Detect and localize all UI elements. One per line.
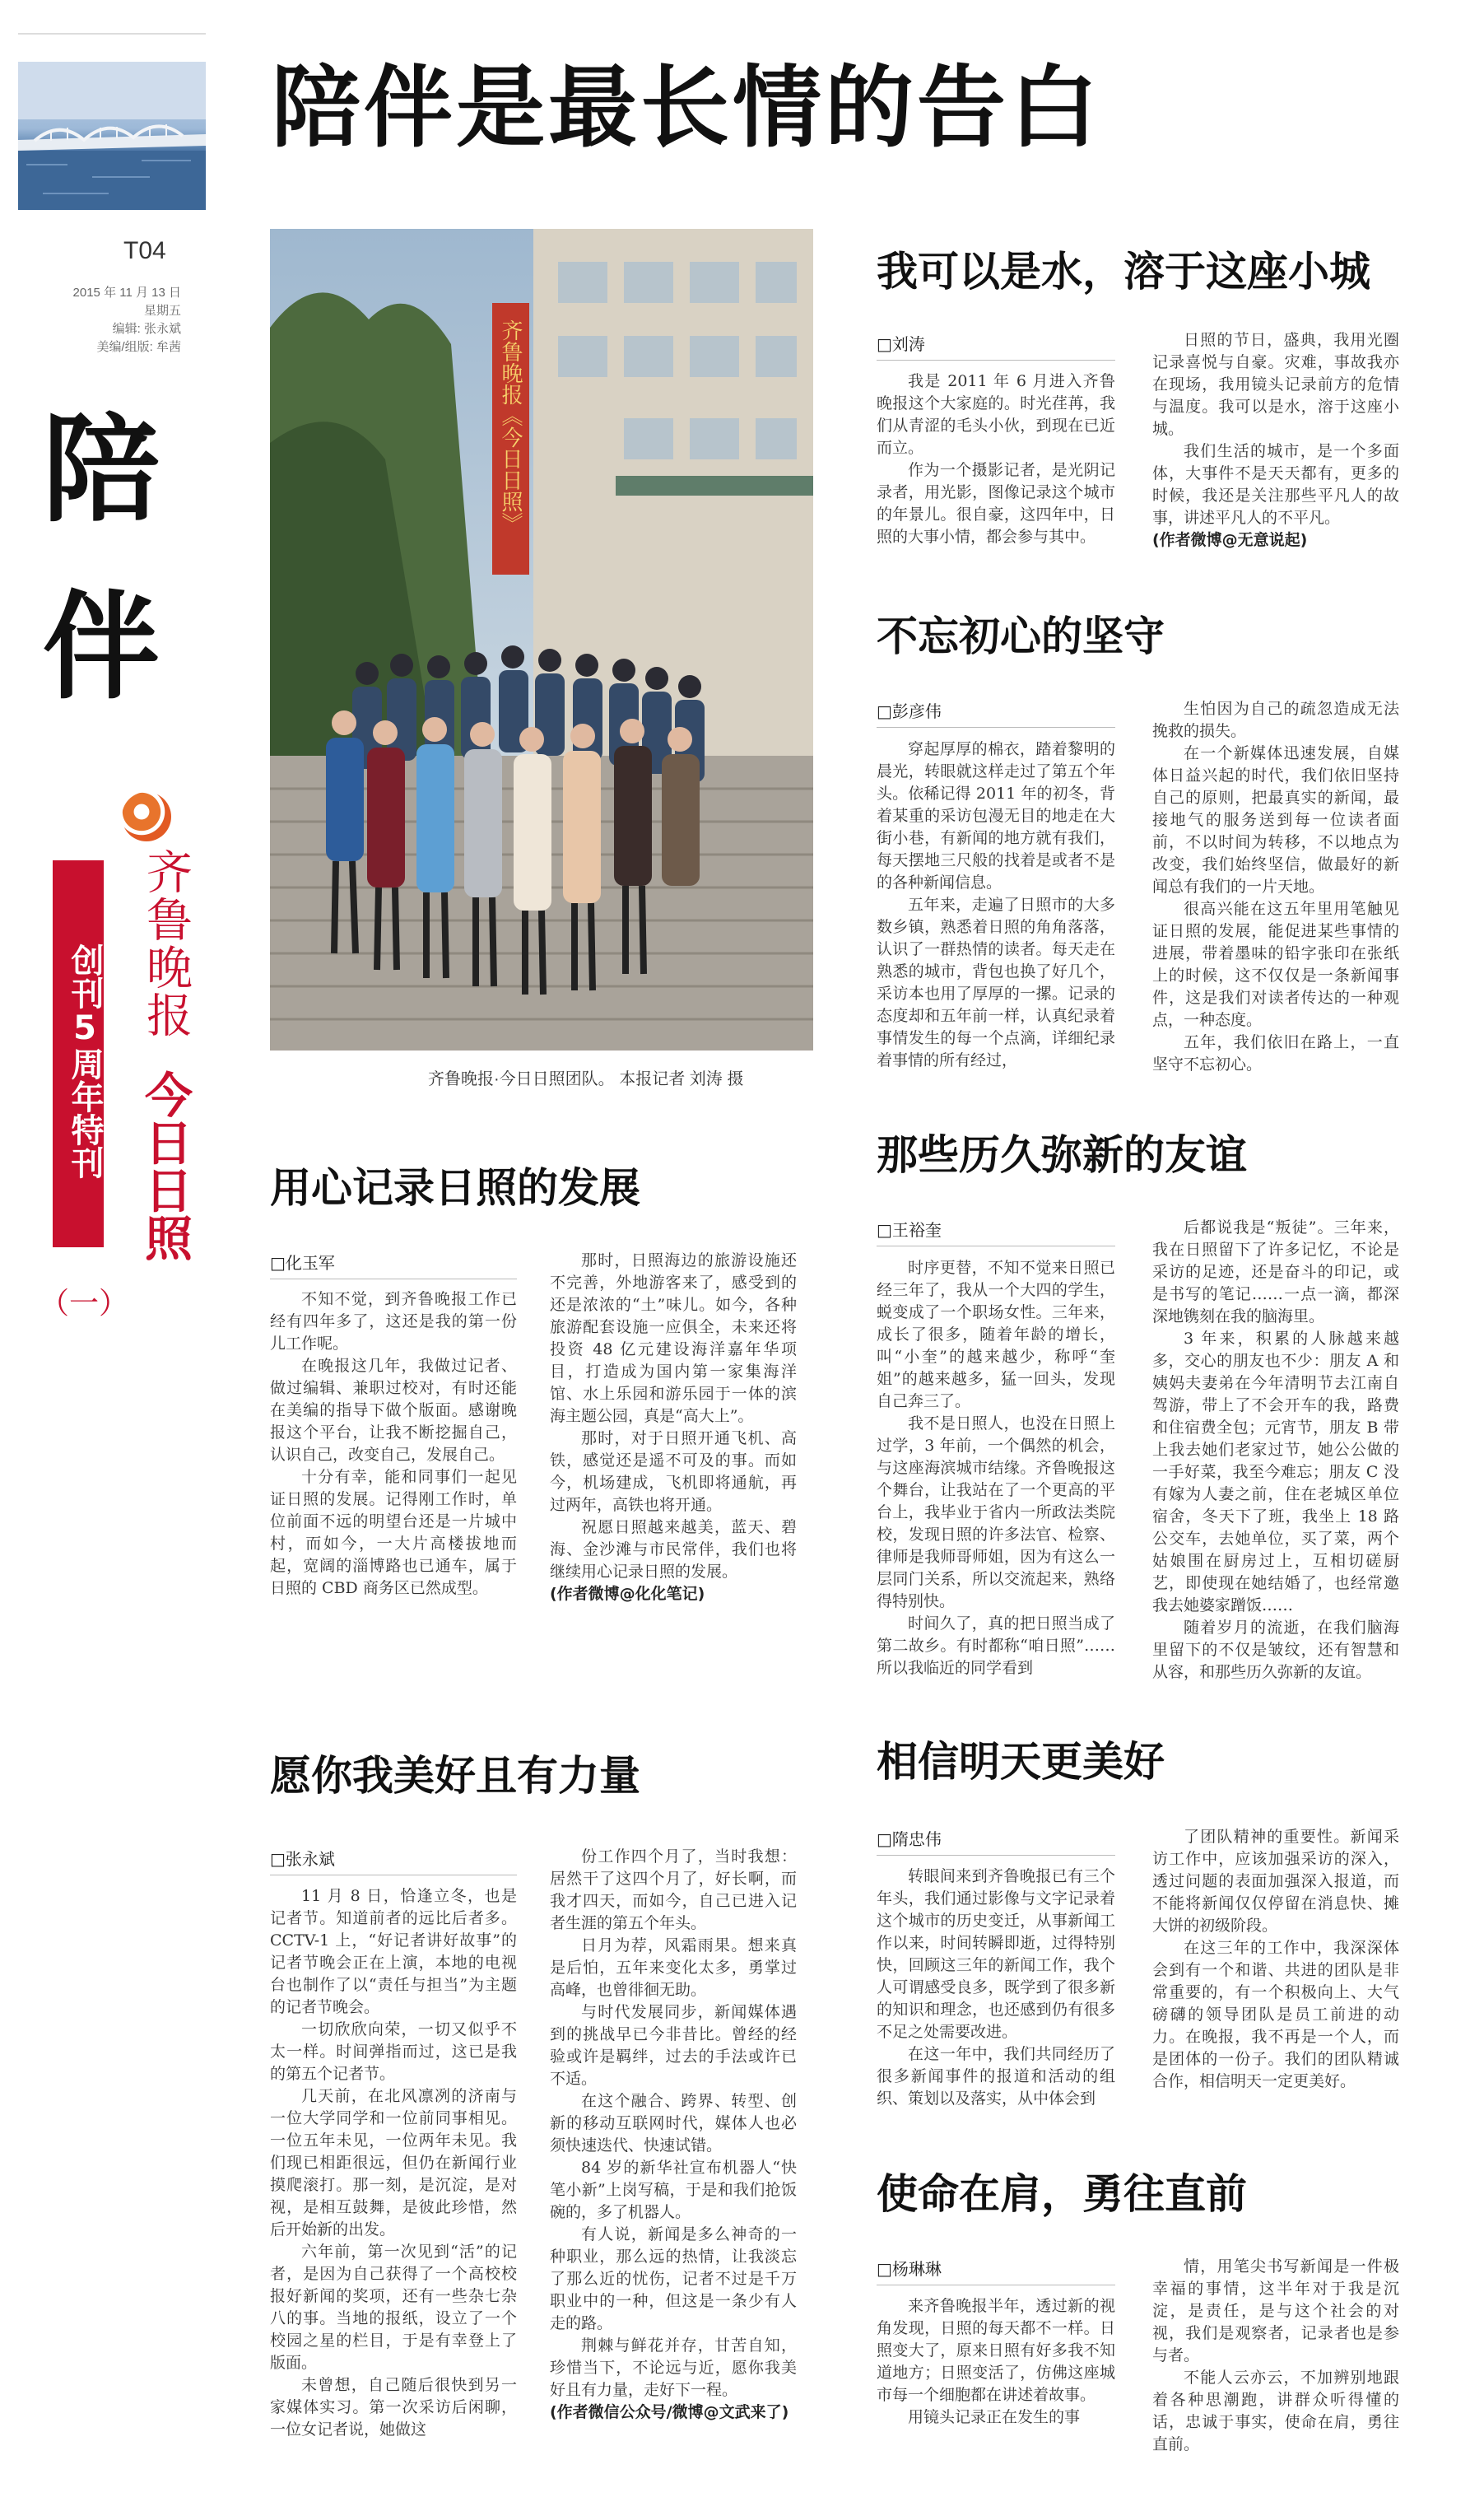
paragraph: 日月为荐，风霜雨果。想来真是后怕，五年来变化太多，勇掌过高峰，也曾徘徊无助。 — [550, 1936, 797, 1999]
article-body-record-rizhao-col2 — [550, 1250, 797, 1661]
paragraph: 在这一年中，我们共同经历了很多新闻事件的报道和活动的组织、策划以及落实，从中体会到 — [877, 2045, 1115, 2108]
photo-sign-text: 齐鲁晚报《今日日照》 — [498, 319, 523, 533]
article-title-record-rizhao: 用心记录日照的发展 — [270, 1164, 640, 1212]
photo-caption: 齐鲁晚报·今日日照团队。 本报记者 刘涛 摄 — [428, 1070, 744, 1088]
paragraph: 在这三年的工作中，我深深体会到有一个和谐、共进的团队是非常重要的，有一个积极向上、大气磅礴的领导团队是员工前进的动力。在晚报，我不再是一个人，而是团体的一份子。我们的团队精诚合作，相信明天一定更美好。 — [1152, 1939, 1399, 2090]
article-author-beautiful-strength: □张永斌 — [270, 1846, 517, 1875]
paragraph: 11 月 8 日，恰逢立冬，也是记者节。知道前者的远比后者多。CCTV-1 上，“好记者讲好故事”的记者节晚会正在上演，本地的电视台也制作了以“责任与担当”为主题的记者节晚会。 — [270, 1887, 517, 2016]
paragraph: 来齐鲁晚报半年，透过新的视角发现，日照的每天都不一样。日照变大了，原来日照有好多我不知道地方；日照变活了，仿佛这座城市每一个细胞都在讲述着故事。 — [877, 2297, 1115, 2404]
paragraph: 有人说，新闻是多么神奇的一种职业，那么远的热情，让我淡忘了那么近的忧伤，记者不过是千万职业中的一种，但这是一条少有人走的路。 — [550, 2225, 797, 2332]
paragraph: 时间久了，真的把日照当成了第二故乡。有时都称“咱日照”……所以我临近的同学看到 — [877, 1614, 1115, 1677]
paragraph: 份工作四个月了，当时我想：居然干了这四个月了，好长啊，而我才四天，而如今，自己已进入记者生涯的第五个年头。 — [550, 1847, 797, 1932]
article-body-friendship-col2 — [1152, 1217, 1399, 1686]
article-author-water: □刘涛 — [877, 331, 1115, 361]
team-photo — [270, 229, 813, 1051]
paragraph: 不知不觉，到齐鲁晚报工作已经有四年多了，这还是我的第一份儿工作呢。 — [270, 1290, 517, 1353]
paragraph: 后都说我是“叛徒”。三年来，我在日照留下了许多记忆，不论是采访的足迹，还是奋斗的印记，或是书写的笔记……一点一滴，都深深地镌刻在我的脑海里。 — [1152, 1218, 1399, 1325]
paragraph: 祝愿日照越来越美，蓝天、碧海、金沙滩与市民常伴，我们也将继续用心记录日照的发展。 — [550, 1518, 797, 1581]
paragraph: 穿起厚厚的棉衣，踏着黎明的晨光，转眼就这样走过了第五个年头。依稀记得 2011 年的初冬，背着某重的采访包漫无目的地走在大街小巷，有新闻的地方就有我们，每天摆地三尺般的找着是或者不是的各种新闻信息。 — [877, 740, 1115, 892]
brand-sub: 今日日照 — [137, 1070, 193, 1261]
paragraph: 情，用笔尖书写新闻是一件极幸福的事情，这半年对于我是沉淀，是责任，是与这个社会的对视，我们是观察者，记录者也是参与者。 — [1152, 2257, 1399, 2364]
brand-logo-icon — [122, 792, 171, 841]
paragraph: 很高兴能在这五年里用笔触见证日照的发展，能促进某些事情的进展，带着墨味的铅字张印在张纸上的时候，这不仅仅是一条新闻事件，这是我们对读者传达的一种观点，一种态度。 — [1152, 900, 1399, 1029]
article-body-beautiful-strength-col2 — [550, 1846, 797, 2471]
paragraph: 一切欣欣向荣，一切又似乎不太一样。时间弹指而过，这已是我的第五个记者节。 — [270, 2020, 517, 2083]
article-body-better-tomorrow-col2 — [1152, 1826, 1399, 2114]
article-note: (作者微博@化化笔记) — [550, 1585, 705, 1603]
article-body-mission-col1 — [877, 2295, 1115, 2476]
article-body-original-heart-col2 — [1152, 698, 1399, 1077]
article-author-mission: □杨琳琳 — [877, 2256, 1115, 2285]
paragraph: 五年来，走遍了日照市的大多数乡镇，熟悉着日照的角角落落，认识了一群热情的读者。每天走在熟悉的城市，背包也换了好几个，采访本也用了厚厚的一摞。记录的态度却和五年前一样，认真纪录着事情发生的每一个点滴，详细纪录着事情的所有经过， — [877, 896, 1115, 1069]
brand-name: 齐鲁晚报 — [139, 848, 193, 1039]
paragraph: 在晚报这几年，我做过记者、做过编辑、兼职过校对，有时还能在美编的指导下做个版面。感谢晚报这个平台，让我不断挖掘自己，认识自己，改变自己，发展自己。 — [270, 1357, 517, 1464]
calligraphy-char-2: 伴 — [43, 579, 160, 715]
article-author-better-tomorrow: □隋忠伟 — [877, 1826, 1115, 1856]
article-title-water: 我可以是水，溶于这座小城 — [877, 248, 1370, 296]
article-body-water-col1 — [877, 370, 1115, 560]
article-note: (作者微博@无意说起) — [1152, 531, 1308, 549]
article-body-beautiful-strength-col1 — [270, 1885, 517, 2462]
paragraph: 生怕因为自己的疏忽造成无法挽救的损失。 — [1152, 700, 1399, 740]
issue-weekday: 星期五 — [143, 304, 181, 318]
issue-date: 2015 年 11 月 13 日 — [72, 286, 181, 300]
paragraph: 时序更替，不知不觉来日照已经三年了，我从一个大四的学生，蜕变成了一个职场女性。三年来，成长了很多，随着年龄的增长，叫“小奎”的越来越少，称呼“奎姐”的越来越多，猛一回头，发现自己奔三了。 — [877, 1259, 1115, 1410]
article-body-water-col2 — [1152, 329, 1399, 568]
article-title-original-heart: 不忘初心的坚守 — [877, 613, 1165, 660]
anniversary-badge: 创刊5周年特刊 — [53, 860, 104, 1247]
issue-designer: 美编/组版: 牟茜 — [96, 340, 181, 354]
article-title-better-tomorrow: 相信明天更美好 — [877, 1738, 1165, 1786]
paragraph: 荆棘与鲜花并存，甘苦自知，珍惜当下，不论远与近，愿你我美好且有力量，走好下一程。 — [550, 2336, 797, 2399]
paragraph: 作为一个摄影记者，是光阴记录者，用光影，图像记录这个城市的年景儿。很自豪，这四年中，日照的大事小情，都会参与其中。 — [877, 461, 1115, 546]
masthead-rule — [18, 33, 206, 35]
article-body-record-rizhao-col1 — [270, 1288, 517, 1651]
paragraph: 84 岁的新华社宣布机器人“快笔小新”上岗写稿，于是和我们抢饭碗的，多了机器人。 — [550, 2159, 797, 2221]
article-note: (作者微信公众号/微博@文武来了) — [550, 2403, 789, 2421]
paragraph: 我们生活的城市，是一个多面体，大事件不是天天都有，更多的时候，我还是关注那些平凡人的故事，讲述平凡人的不平凡。 — [1152, 442, 1399, 527]
paragraph: 在这个融合、跨界、转型、创新的移动互联网时代，媒体人也必须快速迭代、快速试错。 — [550, 2092, 797, 2155]
paragraph: 几天前，在北风凛冽的济南与一位大学同学和一位前同事相见。一位五年未见，一位两年未见。我们现已相距很远，但仍在新闻行业摸爬滚打。那一刻，是沉淀，是对视，是相互鼓舞，是彼此珍惜，然后开始新的出发。 — [270, 2087, 517, 2238]
paragraph: 不能人云亦云，不加辨别地跟着各种思潮跑，讲群众听得懂的话，忠诚于事实，使命在肩，勇往直前。 — [1152, 2369, 1399, 2453]
article-title-mission: 使命在肩，勇往直前 — [877, 2170, 1247, 2218]
page-number: T04 — [123, 237, 166, 264]
paragraph: 六年前，第一次见到“活”的记者，是因为自己获得了一个高校校报好新闻的奖项，还有一些杂七杂八的事。当地的报纸，设立了一个校园之星的栏目，于是有幸登上了版面。 — [270, 2243, 517, 2372]
paragraph: 了团队精神的重要性。新闻采访工作中，应该加强采访的深入，透过问题的表面加强深入报道，而不能将新闻仅仅停留在消息快、摊大饼的初级阶段。 — [1152, 1828, 1399, 1935]
article-title-friendship: 那些历久弥新的友谊 — [877, 1131, 1247, 1179]
paragraph: 那时，日照海边的旅游设施还不完善，外地游客来了，感受到的还是浓浓的“土”味儿。如今，各种旅游配套设施一应俱全，未来还将投资 48 亿元建设海洋嘉年华项目，打造成为国内第一家集海洋馆、水上乐园和游乐园于一体的滨海主题公园，真是“高大上”。 — [550, 1251, 797, 1425]
article-body-better-tomorrow-col1 — [877, 1866, 1115, 2113]
paragraph: 我是 2011 年 6 月进入齐鲁晚报这个大家庭的。时光荏苒，我们从青涩的毛头小伙，到现在已近而立。 — [877, 372, 1115, 457]
paragraph: 转眼间来到齐鲁晚报已有三个年头，我们通过影像与文字记录着这个城市的历史变迁，从事新闻工作以来，时间转瞬即逝，过得特别快，回顾这三年的新闻工作，我个人可谓感受良多，既学到了很多新的知识和理念，也还感到仍有很多不足之处需要改进。 — [877, 1867, 1115, 2041]
part-number: （一） — [40, 1287, 129, 1321]
paragraph: 与时代发展同步，新闻媒体遇到的挑战早已今非昔比。曾经的经验或许是羁绊，过去的手法或许已不适。 — [550, 2003, 797, 2088]
article-body-friendship-col1 — [877, 1257, 1115, 1685]
calligraphy-char-1: 陪 — [43, 402, 160, 538]
paragraph: 未曾想，自己随后很快到另一家媒体实习。第一次采访后闲聊，一位女记者说，她做这 — [270, 2376, 517, 2439]
issue-info — [49, 284, 181, 356]
article-body-original-heart-col1 — [877, 738, 1115, 1074]
issue-editor: 编辑: 张永斌 — [112, 322, 181, 336]
page-title: 陪伴是最长情的告白 — [272, 57, 1102, 160]
article-author-original-heart: □彭彦伟 — [877, 698, 1115, 728]
paragraph: 那时，对于日照开通飞机、高铁，感觉还是遥不可及的事。而如今，机场建成，飞机即将通航，再过两年，高铁也将开通。 — [550, 1429, 797, 1514]
article-body-mission-col2 — [1152, 2256, 1399, 2478]
paragraph: 五年，我们依旧在路上，一直坚守不忘初心。 — [1152, 1033, 1399, 1074]
paragraph: 用镜头记录正在发生的事 — [908, 2408, 1081, 2426]
paragraph: 十分有幸，能和同事们一起见证日照的发展。记得刚工作时，单位前面不远的明望台还是一片城中村，而如今，一大片高楼拔地而起，宽阔的淄博路也已通车，属于日照的 CBD 商务区已然成型。 — [270, 1468, 517, 1597]
paragraph: 随着岁月的流逝，在我们脑海里留下的不仅是皱纹，还有智慧和从容，和那些历久弥新的友谊。 — [1152, 1619, 1399, 1681]
paragraph: 在一个新媒体迅速发展，自媒体日益兴起的时代，我们依旧坚持自己的原则，把最真实的新闻，最接地气的服务送到每一位读者面前，不以时间为转移，不以地点为改变，我们始终坚信，做最好的新闻总有我们的一片天地。 — [1152, 744, 1399, 896]
article-author-friendship: □王裕奎 — [877, 1217, 1115, 1246]
article-title-beautiful-strength: 愿你我美好且有力量 — [270, 1752, 640, 1800]
bridge-image — [18, 62, 206, 210]
paragraph: 我不是日照人，也没在日照上过学，3 年前，一个偶然的机会，与这座海滨城市结缘。齐鲁晚报这个舞台，让我站在了一个更高的平台上，我毕业于省内一所政法类院校，发现日照的许多法官、检察、律师是我师哥师姐，因为有这么一层同门关系，所以交流起来，熟络得特别快。 — [877, 1414, 1115, 1610]
paragraph: 3 年来，积累的人脉越来越多，交心的朋友也不少：朋友 A 和姨妈夫妻弟在今年清明节去江南自驾游，带上了不会开车的我，路费和住宿费全包；元宵节，朋友 B 带上我去她们老家过节，她公公做的一手好菜，我至今难忘；朋友 C 没有嫁为人妻之前，住在老城区单位宿舍，冬天下了班，我坐上 18 路公交车，去她单位，买了菜，两个姑娘围在厨房过上，互相切磋厨艺，即使现在她结婚了，也经常邀我去她婆家蹭饭…… — [1152, 1330, 1399, 1614]
article-author-record-rizhao: □化玉军 — [270, 1250, 517, 1279]
paragraph: 日照的节日，盛典，我用光圈记录喜悦与自豪。灾难，事故我亦在现场，我用镜头记录前方的危情与温度。我可以是水，溶于这座小城。 — [1152, 331, 1399, 438]
